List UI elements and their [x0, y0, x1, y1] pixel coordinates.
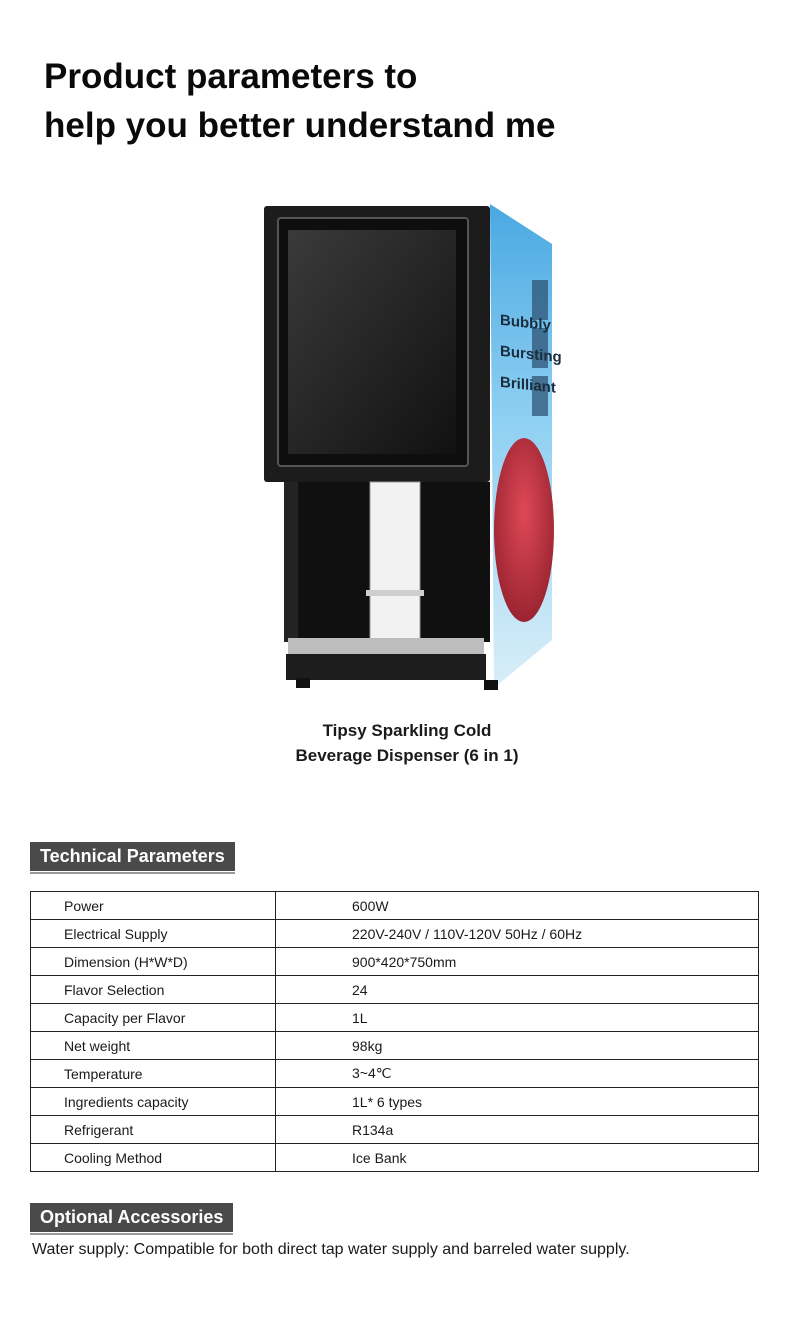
table-row [31, 1032, 759, 1060]
param-label: Dimension (H*W*D) [31, 948, 276, 976]
water-supply-note: Water supply: Compatible for both direct tap water supply and barreled water supply. [32, 1241, 630, 1258]
param-value: R134a [276, 1116, 759, 1144]
table-row [31, 1088, 759, 1116]
table-row [31, 976, 759, 1004]
table-row [31, 920, 759, 948]
product-image [262, 200, 562, 700]
param-label: Temperature [31, 1060, 276, 1088]
param-label: Capacity per Flavor [31, 1004, 276, 1032]
param-label: Net weight [31, 1032, 276, 1060]
param-value: 220V-240V / 110V-120V 50Hz / 60Hz [276, 920, 759, 948]
param-value: 1L* 6 types [276, 1088, 759, 1116]
side-panel-slogans [500, 305, 562, 404]
caption-line-1: Tipsy Sparkling Cold [322, 721, 492, 740]
headline-line-1: Product parameters to [44, 57, 418, 96]
param-value: 98kg [276, 1032, 759, 1060]
param-label: Flavor Selection [31, 976, 276, 1004]
page-headline [44, 52, 555, 150]
table-row [31, 892, 759, 920]
param-value: 1L [276, 1004, 759, 1032]
table-row [31, 948, 759, 976]
technical-parameters-table [30, 891, 759, 1172]
caption-line-2: Beverage Dispenser (6 in 1) [295, 746, 519, 765]
param-value: 24 [276, 976, 759, 1004]
param-label: Electrical Supply [31, 920, 276, 948]
dispenser-illustration [262, 200, 562, 700]
product-caption [167, 718, 647, 768]
param-value: 900*420*750mm [276, 948, 759, 976]
param-value: 3~4℃ [276, 1060, 759, 1088]
param-label: Ingredients capacity [31, 1088, 276, 1116]
param-label: Power [31, 892, 276, 920]
technical-parameters-heading: Technical Parameters [30, 842, 235, 871]
table-row [31, 1004, 759, 1032]
param-value: 600W [276, 892, 759, 920]
headline-line-2: help you better understand me [44, 106, 556, 145]
table-row [31, 1144, 759, 1172]
param-label: Refrigerant [31, 1116, 276, 1144]
param-label: Cooling Method [31, 1144, 276, 1172]
slogan-3: Brilliant [500, 373, 556, 397]
slogan-2: Bursting [500, 342, 562, 367]
table-row [31, 1116, 759, 1144]
param-value: Ice Bank [276, 1144, 759, 1172]
optional-accessories-heading: Optional Accessories [30, 1203, 233, 1232]
slogan-1: Bubbly [500, 311, 551, 335]
table-row [31, 1060, 759, 1088]
